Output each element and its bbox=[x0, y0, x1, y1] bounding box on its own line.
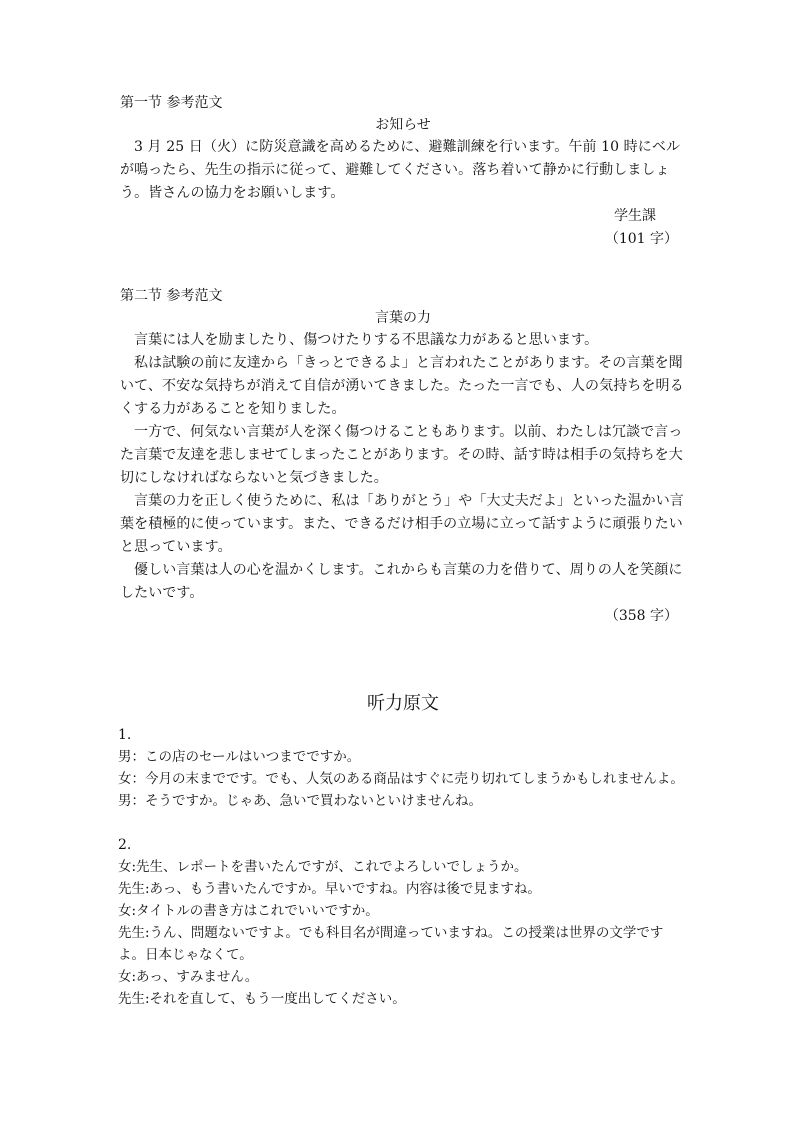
dialogue-line: 男：そうですか。じゃあ、急いで買わないといけませんね。 bbox=[118, 793, 482, 809]
dialogue bbox=[118, 834, 688, 1010]
dialogue-line: 女:タイトルの書き方はこれでいいですか。 bbox=[118, 903, 379, 919]
dialogue-line: 女:先生、レポートを書いたんですが、これでよろしいでしょうか。 bbox=[118, 859, 528, 875]
dialogue bbox=[118, 724, 688, 812]
listening-section bbox=[118, 690, 688, 1010]
essay-title: 言葉の力 bbox=[375, 310, 431, 326]
dialogue-line: 女:あっ、すみません。 bbox=[118, 969, 259, 985]
essay-paragraph: 一方で、何気ない言葉が人を深く傷つけることもあります。以前、わたしは冗談で言った言葉で友達を悲しませてしまったことがあります。その時、話す時は相手の気持ちを大切にしなければならないと気づきました。 bbox=[120, 424, 683, 486]
notice-title: お知らせ bbox=[375, 117, 431, 133]
essay-character-count: （358 字） bbox=[604, 608, 678, 624]
section-two-heading: 第二节 参考范文 bbox=[120, 288, 223, 304]
essay-paragraph: 優しい言葉は人の心を温かくします。これからも言葉の力を借りて、周りの人を笑顔にしたいです。 bbox=[120, 562, 683, 601]
section-one-heading: 第一节 参考范文 bbox=[120, 95, 223, 111]
dialogue-line: 先生:それを直して、もう一度出してください。 bbox=[118, 991, 406, 1007]
notice-signature: 学生課 bbox=[614, 208, 656, 224]
dialogue-line: 女：今月の末までです。でも、人気のある商品はすぐに売り切れてしまうかもしれませんよ。 bbox=[118, 771, 684, 787]
dialogue-line: 男：この店のセールはいつまでですか。 bbox=[118, 749, 361, 765]
essay-paragraph: 言葉には人を励ましたり、傷つけたりする不思議な力があると思います。 bbox=[134, 332, 599, 348]
dialogue-number: 1. bbox=[118, 727, 132, 743]
notice-body: 3 月 25 日（火）に防災意識を高めるために、避難訓練を行います。午前 10 時にベルが鳴ったら、先生の指示に従って、避難してください。落ち着いて静かに行動しましょう。皆さんの協力をお願いします。 bbox=[120, 139, 681, 201]
dialogue-line: 先生:うん、問題ないですよ。でも科目名が間違っていますね。この授業は世界の文学ですよ。日本じゃなくて。 bbox=[118, 925, 664, 963]
spacer bbox=[118, 812, 688, 834]
section-one bbox=[120, 92, 686, 251]
section-two bbox=[120, 285, 686, 628]
dialogue-line: 先生:あっ、もう書いたんですか。早いですね。内容は後で見ますね。 bbox=[118, 881, 541, 897]
dialogue-number: 2. bbox=[118, 837, 132, 853]
notice-character-count: （101 字） bbox=[604, 231, 678, 247]
essay-paragraph: 言葉の力を正しく使うために、私は「ありがとう」や「大丈夫だよ」といった温かい言葉を積極的に使っています。また、できるだけ相手の立場に立って話すように頑張りたいと思っています。 bbox=[120, 493, 684, 555]
essay-paragraph: 私は試験の前に友達から「きっとできるよ」と言われたことがあります。その言葉を聞いて、不安な気持ちが消えて自信が湧いてきました。たった一言でも、人の気持ちを明るくする力があることを知りました。 bbox=[120, 355, 684, 417]
listening-title: 听力原文 bbox=[367, 693, 439, 714]
